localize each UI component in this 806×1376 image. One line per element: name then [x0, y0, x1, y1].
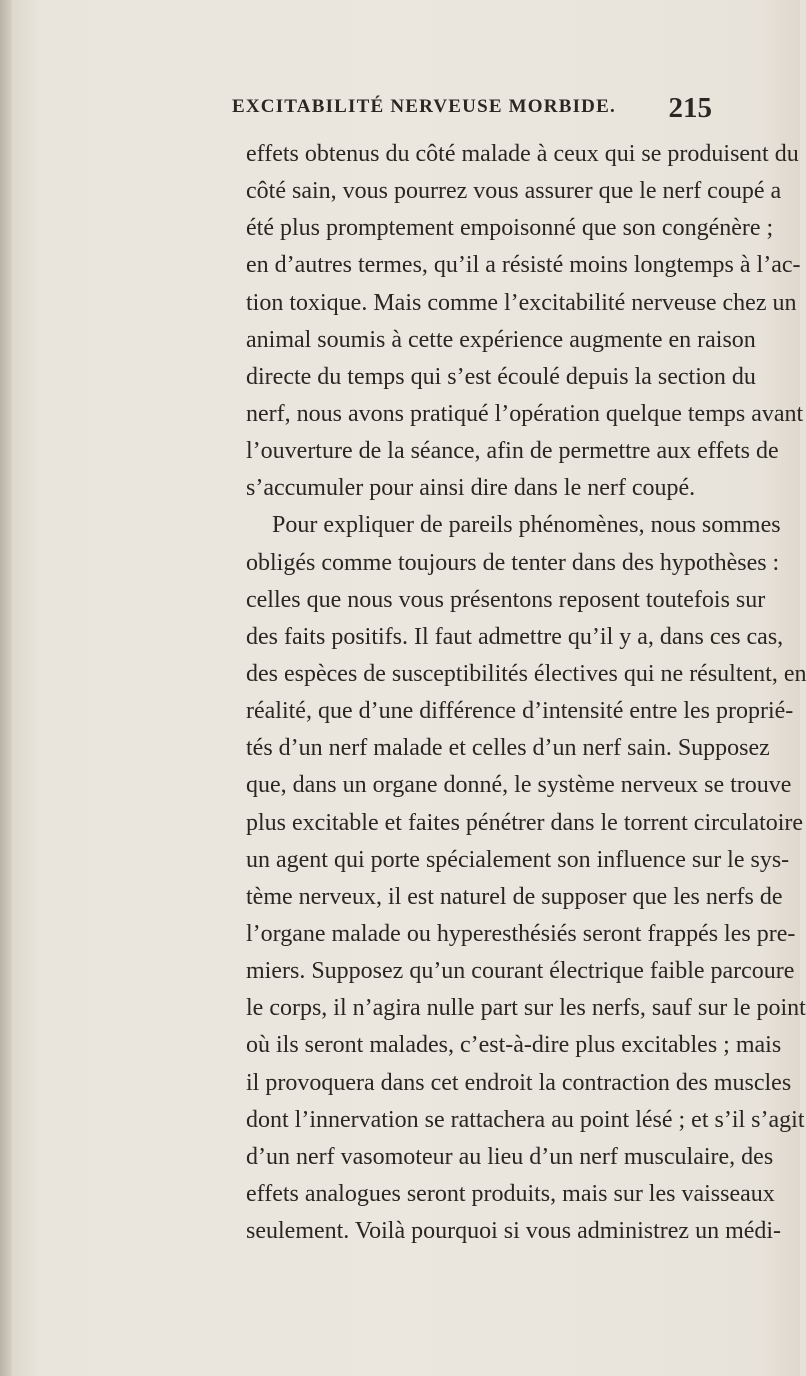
page-binding-edge: [0, 0, 12, 1376]
text-line: directe du temps qui s’est écoulé depuis la section du: [246, 363, 756, 390]
text-line: seulement. Voilà pourquoi si vous administrez un médi-: [246, 1218, 782, 1245]
text-line: que, dans un organe donné, le système nerveux se trouve: [246, 772, 792, 799]
text-line: tés d’un nerf malade et celles d’un nerf sain. Supposez: [246, 735, 770, 762]
text-line: un agent qui porte spécialement son influence sur le sys-: [246, 846, 790, 873]
text-line: des faits positifs. Il faut admettre qu’il y a, dans ces cas,: [246, 623, 784, 650]
body-text: [246, 136, 806, 1250]
text-line: le corps, il n’agira nulle part sur les nerfs, sauf sur le point: [246, 995, 806, 1022]
text-line: réalité, que d’une différence d’intensité entre les proprié-: [246, 698, 794, 725]
text-line: dont l’innervation se rattachera au point lésé ; et s’il s’agit: [246, 1106, 805, 1133]
text-line: plus excitable et faites pénétrer dans le torrent circulatoire: [246, 809, 804, 836]
text-line: celles que nous vous présentons reposent toutefois sur: [246, 586, 766, 613]
text-line: obligés comme toujours de tenter dans des hypothèses :: [246, 549, 780, 576]
text-line: où ils seront malades, c’est-à-dire plus excitables ; mais: [246, 1032, 782, 1059]
running-head-title: EXCITABILITÉ NERVEUSE MORBIDE.: [232, 96, 616, 117]
text-line: effets analogues seront produits, mais sur les vaisseaux: [246, 1180, 775, 1207]
running-head: [232, 92, 712, 122]
text-line: côté sain, vous pourrez vous assurer que le nerf coupé a: [246, 178, 782, 205]
text-line: animal soumis à cette expérience augmente en raison: [246, 326, 756, 353]
paragraph-end-line: s’accumuler pour ainsi dire dans le nerf coupé.: [246, 475, 696, 502]
text-line: d’un nerf vasomoteur au lieu d’un nerf musculaire, des: [246, 1143, 774, 1170]
text-line: été plus promptement empoisonné que son congénère ;: [246, 215, 774, 242]
text-line: il provoquera dans cet endroit la contraction des muscles: [246, 1069, 792, 1096]
text-line: miers. Supposez qu’un courant électrique faible parcoure: [246, 958, 795, 985]
text-line: des espèces de susceptibilités électives qui ne résultent, en: [246, 660, 806, 687]
text-line: l’ouverture de la séance, afin de permettre aux effets de: [246, 438, 779, 465]
text-line: en d’autres termes, qu’il a résisté moins longtemps à l’ac-: [246, 252, 801, 279]
text-line: tème nerveux, il est naturel de supposer que les nerfs de: [246, 883, 783, 910]
text-line: tion toxique. Mais comme l’excitabilité nerveuse chez un: [246, 289, 797, 316]
text-line: effets obtenus du côté malade à ceux qui se produisent du: [246, 141, 799, 167]
text-line: nerf, nous avons pratiqué l’opération quelque temps avant: [246, 400, 804, 427]
text-line: l’organe malade ou hyperesthésiés seront frappés les pre-: [246, 920, 796, 947]
page-number: 215: [668, 92, 712, 124]
paragraph-start-line: Pour expliquer de pareils phénomènes, nous sommes: [272, 512, 781, 539]
